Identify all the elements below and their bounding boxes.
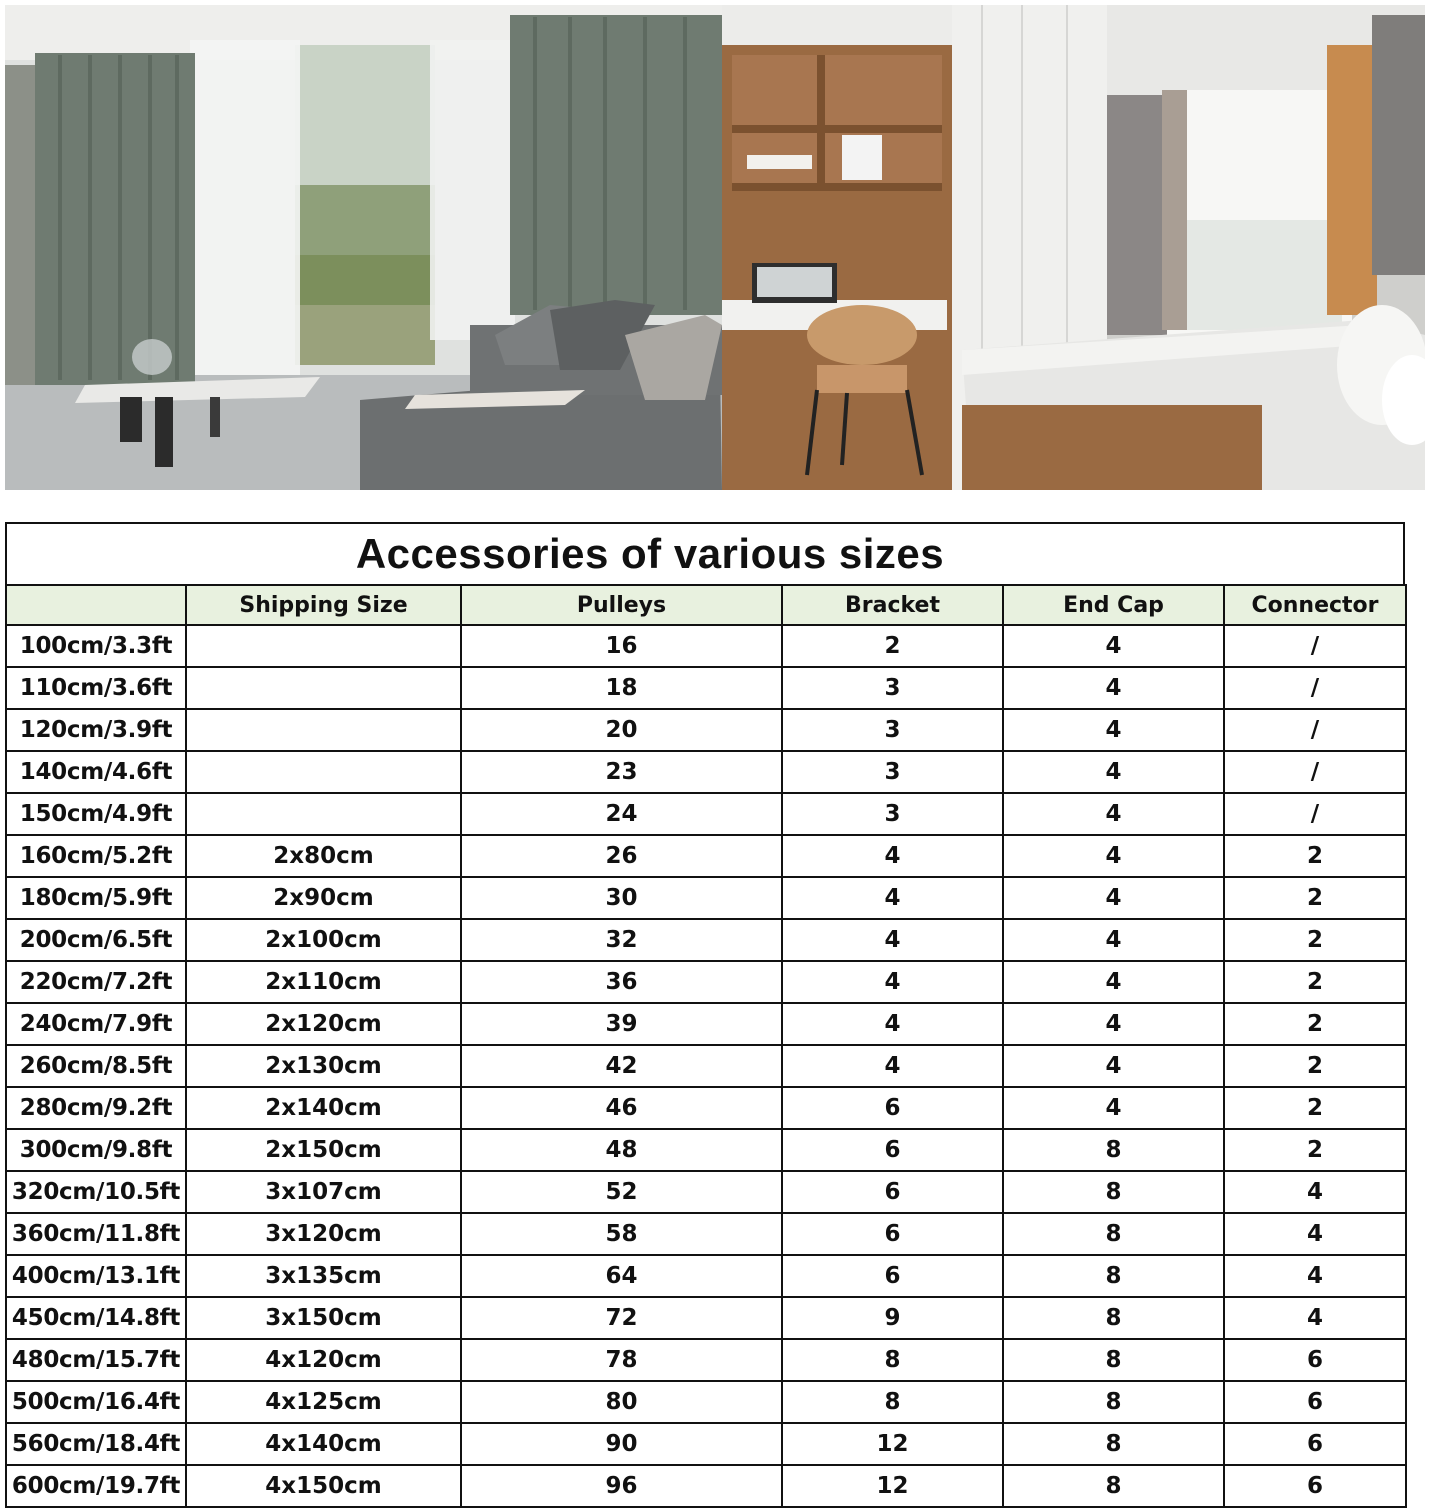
cell-bracket: 6 [782,1171,1003,1213]
cell-end-cap: 4 [1003,709,1224,751]
table-row [6,625,1406,667]
cell-shipping-size: 2x140cm [186,1087,461,1129]
cell-bracket: 6 [782,1129,1003,1171]
cell-shipping-size: 2x90cm [186,877,461,919]
cell-connector: 2 [1224,1003,1406,1045]
cell-pulleys: 78 [461,1339,782,1381]
table-row [6,919,1406,961]
cell-rod-length: 220cm/7.2ft [6,961,186,1003]
header-connector: Connector [1224,585,1406,625]
cell-bracket: 8 [782,1339,1003,1381]
cell-end-cap: 4 [1003,667,1224,709]
table-body [6,625,1406,1507]
cell-connector: 2 [1224,961,1406,1003]
cell-connector: 6 [1224,1465,1406,1507]
cell-rod-length: 120cm/3.9ft [6,709,186,751]
cell-end-cap: 4 [1003,877,1224,919]
cell-connector: 6 [1224,1339,1406,1381]
cell-connector: 2 [1224,835,1406,877]
cell-bracket: 9 [782,1297,1003,1339]
cell-shipping-size: 4x125cm [186,1381,461,1423]
cell-bracket: 3 [782,667,1003,709]
table-row [6,1381,1406,1423]
cell-shipping-size: 3x120cm [186,1213,461,1255]
cell-connector: / [1224,667,1406,709]
cell-rod-length: 110cm/3.6ft [6,667,186,709]
cell-pulleys: 80 [461,1381,782,1423]
cell-bracket: 4 [782,919,1003,961]
cell-bracket: 12 [782,1465,1003,1507]
cell-rod-length: 160cm/5.2ft [6,835,186,877]
table-row [6,835,1406,877]
cell-pulleys: 72 [461,1297,782,1339]
table-row [6,709,1406,751]
cell-rod-length: 450cm/14.8ft [6,1297,186,1339]
cell-end-cap: 4 [1003,1087,1224,1129]
cell-end-cap: 4 [1003,1003,1224,1045]
cell-pulleys: 39 [461,1003,782,1045]
cell-connector: 2 [1224,877,1406,919]
cell-pulleys: 26 [461,835,782,877]
cell-connector: 2 [1224,919,1406,961]
cell-connector: / [1224,709,1406,751]
header-pulleys: Pulleys [461,585,782,625]
cell-shipping-size: 2x110cm [186,961,461,1003]
cell-shipping-size: 2x80cm [186,835,461,877]
table-row [6,1003,1406,1045]
cell-shipping-size: 2x130cm [186,1045,461,1087]
cell-end-cap: 8 [1003,1423,1224,1465]
cell-shipping-size [186,793,461,835]
cell-end-cap: 8 [1003,1339,1224,1381]
table-row [6,1171,1406,1213]
header-shipping-size: Shipping Size [186,585,461,625]
cell-rod-length: 100cm/3.3ft [6,625,186,667]
table-row [6,751,1406,793]
cell-shipping-size: 4x150cm [186,1465,461,1507]
cell-pulleys: 20 [461,709,782,751]
table-row [6,1129,1406,1171]
cell-pulleys: 24 [461,793,782,835]
cell-rod-length: 320cm/10.5ft [6,1171,186,1213]
cell-connector: / [1224,793,1406,835]
table-row [6,877,1406,919]
cell-rod-length: 600cm/19.7ft [6,1465,186,1507]
cell-end-cap: 8 [1003,1129,1224,1171]
cell-connector: 4 [1224,1297,1406,1339]
cell-rod-length: 150cm/4.9ft [6,793,186,835]
cell-end-cap: 8 [1003,1171,1224,1213]
cell-connector: 2 [1224,1045,1406,1087]
cell-bracket: 12 [782,1423,1003,1465]
cell-pulleys: 42 [461,1045,782,1087]
cell-pulleys: 46 [461,1087,782,1129]
cell-end-cap: 8 [1003,1255,1224,1297]
header-size [6,585,186,625]
cell-pulleys: 32 [461,919,782,961]
cell-rod-length: 360cm/11.8ft [6,1213,186,1255]
table-row [6,1423,1406,1465]
header-row [6,585,1406,625]
cell-end-cap: 4 [1003,625,1224,667]
accessories-table [5,522,1405,1508]
table-row [6,1087,1406,1129]
cell-end-cap: 8 [1003,1465,1224,1507]
cell-bracket: 4 [782,1003,1003,1045]
cell-pulleys: 96 [461,1465,782,1507]
cell-bracket: 6 [782,1087,1003,1129]
cell-bracket: 4 [782,961,1003,1003]
cell-shipping-size: 2x120cm [186,1003,461,1045]
table-row [6,1297,1406,1339]
cell-pulleys: 58 [461,1213,782,1255]
table-row [6,667,1406,709]
table-row [6,1255,1406,1297]
table-row [6,1213,1406,1255]
cell-end-cap: 4 [1003,835,1224,877]
accessories-grid [5,584,1407,1508]
cell-bracket: 6 [782,1213,1003,1255]
cell-end-cap: 4 [1003,793,1224,835]
cell-connector: 2 [1224,1129,1406,1171]
cell-pulleys: 90 [461,1423,782,1465]
cell-connector: / [1224,625,1406,667]
cell-rod-length: 400cm/13.1ft [6,1255,186,1297]
table-title-row [5,522,1405,584]
cell-rod-length: 260cm/8.5ft [6,1045,186,1087]
header-end-cap: End Cap [1003,585,1224,625]
cell-rod-length: 240cm/7.9ft [6,1003,186,1045]
cell-rod-length: 560cm/18.4ft [6,1423,186,1465]
cell-shipping-size: 3x150cm [186,1297,461,1339]
product-photos [5,5,1425,490]
cell-rod-length: 300cm/9.8ft [6,1129,186,1171]
cell-connector: 4 [1224,1213,1406,1255]
cell-pulleys: 16 [461,625,782,667]
cell-connector: 6 [1224,1423,1406,1465]
cell-shipping-size [186,667,461,709]
cell-rod-length: 200cm/6.5ft [6,919,186,961]
cell-pulleys: 36 [461,961,782,1003]
cell-end-cap: 8 [1003,1381,1224,1423]
table-row [6,1045,1406,1087]
cell-rod-length: 500cm/16.4ft [6,1381,186,1423]
cell-shipping-size [186,751,461,793]
cell-shipping-size: 2x150cm [186,1129,461,1171]
cell-connector: 6 [1224,1381,1406,1423]
living-room-photo [5,5,722,490]
table-row [6,793,1406,835]
cell-bracket: 4 [782,835,1003,877]
cell-bracket: 4 [782,1045,1003,1087]
table-title: Accessories of various sizes [355,530,945,577]
cell-pulleys: 64 [461,1255,782,1297]
cell-bracket: 3 [782,793,1003,835]
header-bracket: Bracket [782,585,1003,625]
cell-shipping-size: 3x107cm [186,1171,461,1213]
cell-bracket: 6 [782,1255,1003,1297]
cell-rod-length: 180cm/5.9ft [6,877,186,919]
cell-rod-length: 280cm/9.2ft [6,1087,186,1129]
cell-shipping-size [186,709,461,751]
cell-end-cap: 4 [1003,919,1224,961]
cell-shipping-size: 2x100cm [186,919,461,961]
cell-bracket: 4 [782,877,1003,919]
table-row [6,1339,1406,1381]
cell-shipping-size: 3x135cm [186,1255,461,1297]
cell-connector: 4 [1224,1255,1406,1297]
cell-connector: 4 [1224,1171,1406,1213]
cell-rod-length: 140cm/4.6ft [6,751,186,793]
cell-pulleys: 48 [461,1129,782,1171]
cell-connector: / [1224,751,1406,793]
cell-bracket: 3 [782,709,1003,751]
cell-bracket: 8 [782,1381,1003,1423]
cell-end-cap: 8 [1003,1213,1224,1255]
cell-pulleys: 52 [461,1171,782,1213]
cell-connector: 2 [1224,1087,1406,1129]
bedroom-photo [722,5,1425,490]
cell-bracket: 2 [782,625,1003,667]
cell-shipping-size: 4x120cm [186,1339,461,1381]
cell-end-cap: 4 [1003,961,1224,1003]
cell-rod-length: 480cm/15.7ft [6,1339,186,1381]
table-row [6,1465,1406,1507]
cell-end-cap: 4 [1003,751,1224,793]
cell-end-cap: 4 [1003,1045,1224,1087]
cell-shipping-size [186,625,461,667]
cell-shipping-size: 4x140cm [186,1423,461,1465]
cell-bracket: 3 [782,751,1003,793]
table-row [6,961,1406,1003]
cell-pulleys: 23 [461,751,782,793]
cell-pulleys: 30 [461,877,782,919]
cell-end-cap: 8 [1003,1297,1224,1339]
cell-pulleys: 18 [461,667,782,709]
